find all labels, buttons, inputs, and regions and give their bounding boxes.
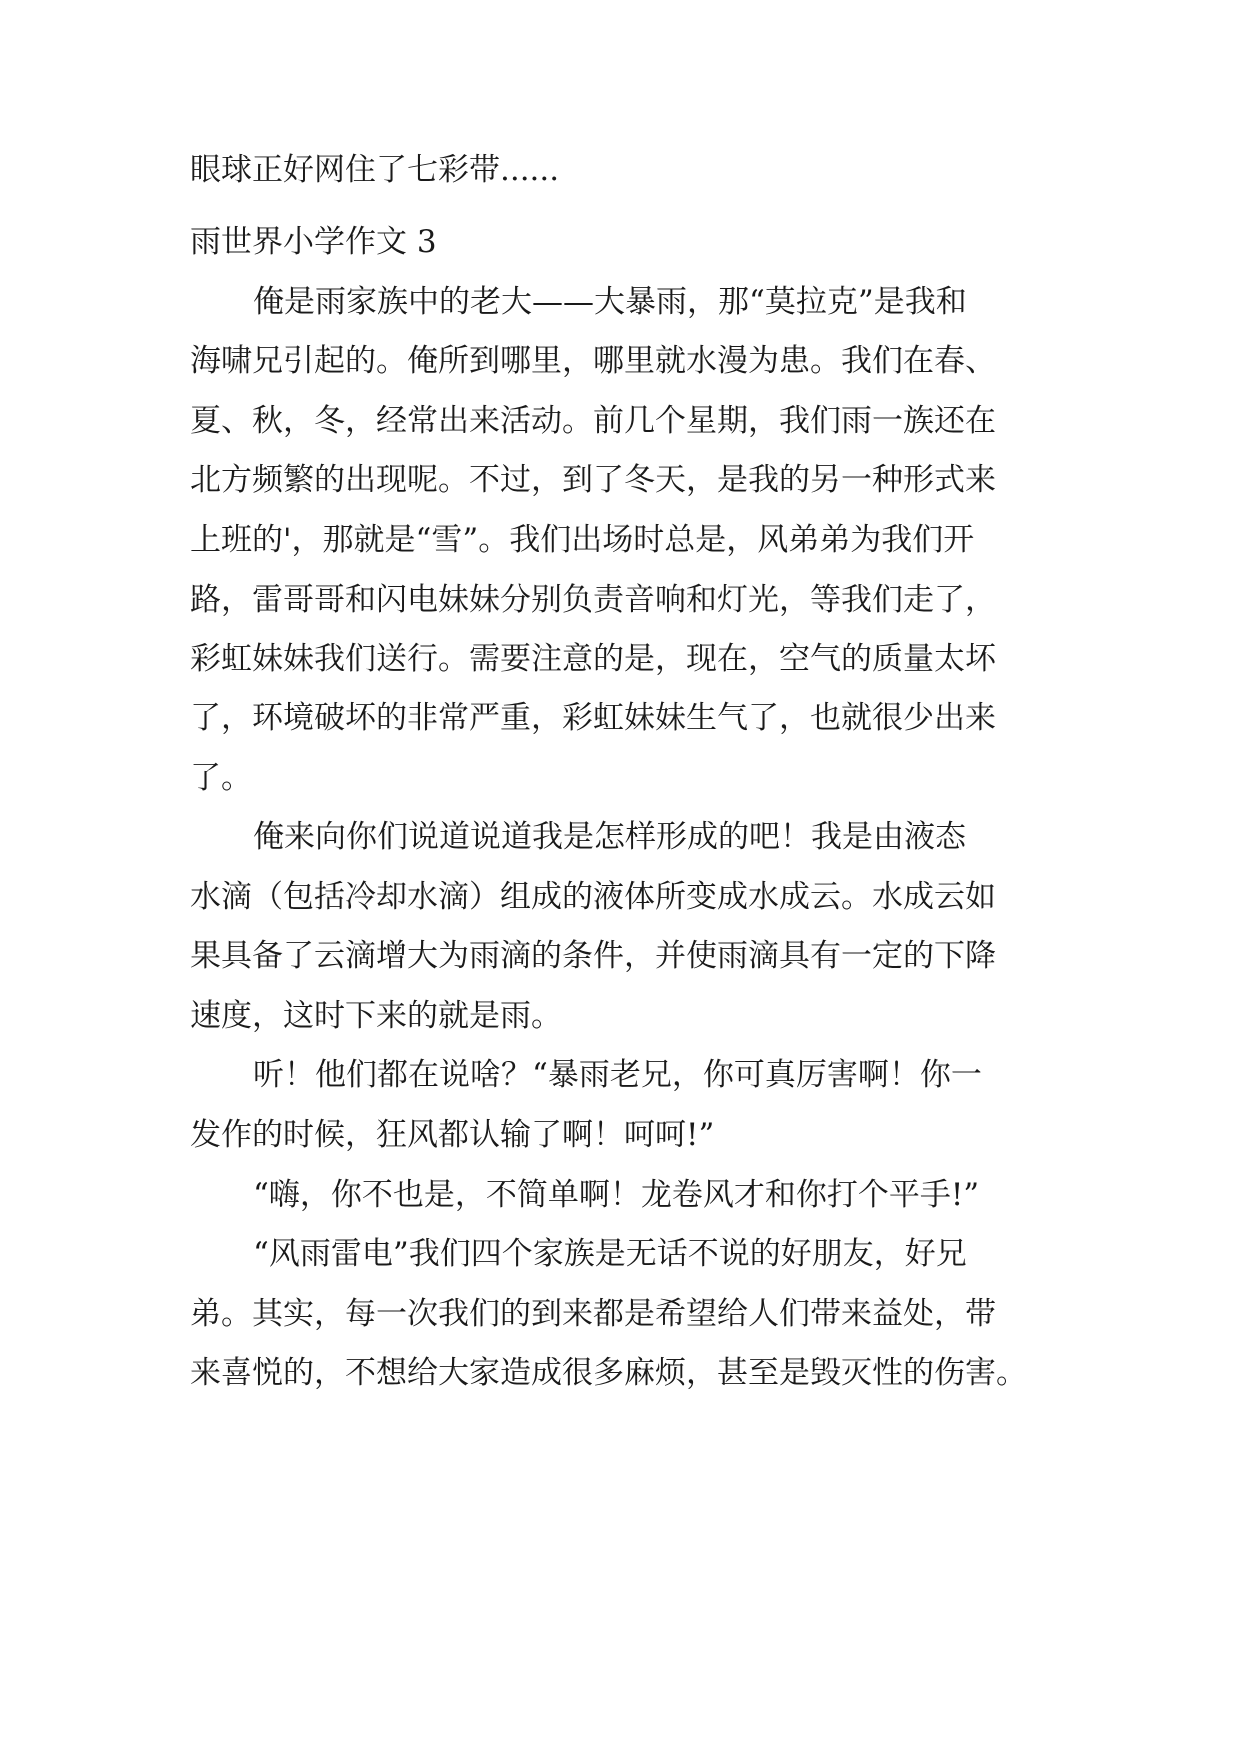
text-line: 俺是雨家族中的老大——大暴雨，那“莫拉克”是我和: [253, 284, 967, 320]
text-line: 发作的时候，狂风都认输了啊！呵呵!”: [190, 1117, 715, 1153]
text-line: 彩虹妹妹我们送行。需要注意的是，现在，空气的质量太坏: [190, 641, 996, 677]
text-line: 了，环境破坏的非常严重，彩虹妹妹生气了，也就很少出来: [190, 700, 996, 736]
text-line: 夏、秋，冬，经常出来活动。前几个星期，我们雨一族还在: [190, 403, 996, 439]
text-line: 了。: [190, 760, 252, 796]
text-line: “风雨雷电”我们四个家族是无话不说的好朋友，好兄: [253, 1236, 967, 1272]
text-line: 路，雷哥哥和闪电妹妹分别负责音响和灯光，等我们走了，: [190, 582, 996, 618]
text-line: 速度，这时下来的就是雨。: [190, 998, 562, 1034]
text-line: 水滴（包括冷却水滴）组成的液体所变成水成云。水成云如: [190, 879, 996, 915]
text-line: 果具备了云滴增大为雨滴的条件，并使雨滴具有一定的下降: [190, 938, 996, 974]
text-line: 俺来向你们说道说道我是怎样形成的吧！我是由液态: [253, 819, 966, 855]
text-line: 来喜悦的，不想给大家造成很多麻烦，甚至是毁灭性的伤害。: [190, 1355, 1027, 1391]
text-line: 上班的'，那就是“雪”。我们出场时总是，风弟弟为我们开: [190, 522, 975, 558]
text-line: 北方频繁的出现呢。不过，到了冬天，是我的另一种形式来: [190, 462, 996, 498]
text-line: “嗨，你不也是，不简单啊！龙卷风才和你打个平手!”: [253, 1177, 980, 1213]
text-line: 眼球正好网住了七彩带......: [190, 152, 560, 188]
text-line: 海啸兄引起的。俺所到哪里，哪里就水漫为患。我们在春、: [190, 343, 996, 379]
text-line: 听！他们都在说啥？“暴雨老兄，你可真厉害啊！你一: [253, 1057, 982, 1093]
essay-heading: 雨世界小学作文 3: [190, 224, 437, 260]
text-line: 弟。其实，每一次我们的到来都是希望给人们带来益处，带: [190, 1296, 996, 1332]
